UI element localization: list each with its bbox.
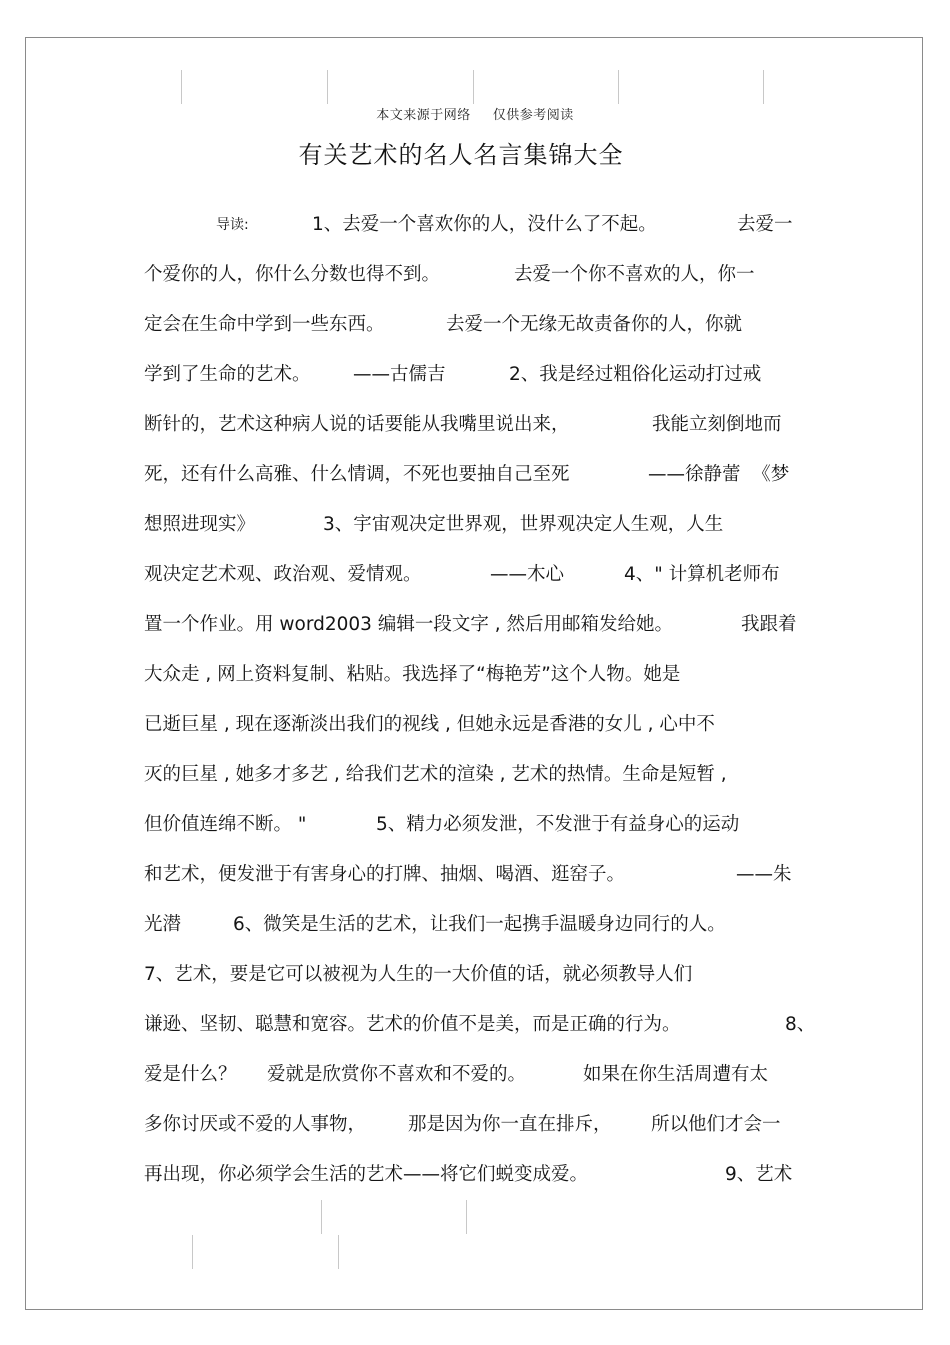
text-segment: 4、" 计算机老师布 bbox=[624, 564, 780, 585]
text-line bbox=[144, 705, 809, 755]
text-segment: 灭的巨星 , 她多才多艺 , 给我们艺术的渲染 , 艺术的热情。生命是短暂 , bbox=[144, 764, 727, 785]
text-segment: 爱就是欣赏你不喜欢和不爱的。 bbox=[267, 1064, 527, 1085]
text-line bbox=[144, 955, 809, 1005]
text-segment: 3、宇宙观决定世界观，世界观决定人生观，人生 bbox=[323, 514, 724, 535]
text-segment: 去爱一 bbox=[737, 214, 793, 235]
text-segment: ——木心 bbox=[490, 564, 565, 585]
text-segment: 光潜 bbox=[144, 914, 182, 935]
scan-mark bbox=[763, 70, 764, 104]
text-segment: ——朱 bbox=[736, 864, 792, 885]
text-segment: 死，还有什么高雅、什么情调，不死也要抽自己至死 bbox=[144, 464, 570, 485]
text-line bbox=[144, 905, 809, 955]
text-line bbox=[144, 1105, 809, 1155]
text-line bbox=[144, 655, 809, 705]
text-segment: 2、我是经过粗俗化运动打过戒 bbox=[509, 364, 762, 385]
text-segment: 6、微笑是生活的艺术，让我们一起携手温暖身边同行的人。 bbox=[233, 914, 726, 935]
header-disclaimer: 仅供参考阅读 bbox=[492, 108, 574, 123]
text-line bbox=[144, 555, 809, 605]
article-body bbox=[144, 205, 816, 1205]
text-segment: 9、艺术 bbox=[725, 1164, 793, 1185]
text-segment: 再出现，你必须学会生活的艺术——将它们蜕变成爱。 bbox=[144, 1164, 589, 1185]
text-segment: 想照进现实》 bbox=[144, 514, 256, 535]
text-line bbox=[144, 255, 809, 305]
scan-mark bbox=[321, 1200, 322, 1234]
text-segment: 所以他们才会一 bbox=[651, 1114, 781, 1135]
text-segment: 学到了生命的艺术。 bbox=[144, 364, 311, 385]
scan-mark bbox=[192, 1235, 193, 1269]
text-line bbox=[144, 1055, 809, 1105]
text-segment: 置一个作业。用 word2003 编辑一段文字 , 然后用邮箱发给她。 bbox=[144, 614, 673, 635]
scan-mark bbox=[338, 1235, 339, 1269]
text-segment: 1、去爱一个喜欢你的人，没什么了不起。 bbox=[312, 214, 657, 235]
text-line bbox=[144, 505, 809, 555]
text-line bbox=[144, 355, 809, 405]
text-segment: 断针的，艺术这种病人说的话要能从我嘴里说出来， bbox=[144, 414, 570, 435]
text-segment: 去爱一个你不喜欢的人，你一 bbox=[514, 264, 755, 285]
text-segment: 观决定艺术观、政治观、爱情观。 bbox=[144, 564, 422, 585]
text-segment: 我跟着 bbox=[741, 614, 797, 635]
text-line bbox=[144, 1005, 816, 1055]
scan-mark bbox=[181, 70, 182, 104]
text-segment: 和艺术，便发泄于有害身心的打牌、抽烟、喝酒、逛窑子。 bbox=[144, 864, 626, 885]
text-line bbox=[144, 605, 809, 655]
text-line bbox=[144, 855, 809, 905]
text-segment: 大众走 , 网上资料复制、粘贴。我选择了“梅艳芳”这个人物。她是 bbox=[144, 664, 681, 685]
page-title: 有关艺术的名人名言集锦大全 bbox=[298, 141, 624, 169]
header-note bbox=[0, 104, 950, 123]
text-segment: 多你讨厌或不爱的人事物， bbox=[144, 1114, 367, 1135]
text-segment: 定会在生命中学到一些东西。 bbox=[144, 314, 385, 335]
text-line bbox=[144, 805, 809, 855]
text-line bbox=[144, 405, 809, 455]
text-line bbox=[144, 1155, 809, 1205]
scan-mark bbox=[473, 70, 474, 104]
text-line bbox=[144, 455, 809, 505]
text-segment: 那是因为你一直在排斥， bbox=[408, 1114, 612, 1135]
text-segment: 谦逊、坚韧、聪慧和宽容。艺术的价值不是美，而是正确的行为。 bbox=[144, 1014, 681, 1035]
text-segment: 8、 bbox=[785, 1014, 816, 1035]
text-segment: 如果在你生活周遭有太 bbox=[583, 1064, 769, 1085]
text-line bbox=[144, 205, 809, 255]
text-segment: 5、精力必须发泄，不发泄于有益身心的运动 bbox=[376, 814, 740, 835]
scan-mark bbox=[466, 1200, 467, 1234]
text-segment: 爱是什么？ bbox=[144, 1064, 237, 1085]
text-segment: ——古儒吉 bbox=[353, 364, 446, 385]
text-segment: 但价值连绵不断。 " bbox=[144, 814, 307, 835]
text-segment: 去爱一个无缘无故责备你的人，你就 bbox=[446, 314, 743, 335]
scan-mark bbox=[327, 70, 328, 104]
text-line bbox=[144, 305, 809, 355]
lead-label: 导读: bbox=[216, 217, 249, 233]
text-segment: 我能立刻倒地而 bbox=[652, 414, 782, 435]
header-source: 本文来源于网络 bbox=[376, 108, 471, 123]
text-line bbox=[144, 755, 809, 805]
scan-mark bbox=[618, 70, 619, 104]
text-segment: 个爱你的人，你什么分数也得不到。 bbox=[144, 264, 441, 285]
text-segment: 7、艺术，要是它可以被视为人生的一大价值的话，就必须教导人们 bbox=[144, 964, 693, 985]
text-segment: ——徐静蕾 《梦 bbox=[648, 464, 790, 485]
text-segment: 已逝巨星 , 现在逐渐淡出我们的视线 , 但她永远是香港的女儿 , 心中不 bbox=[144, 714, 715, 735]
